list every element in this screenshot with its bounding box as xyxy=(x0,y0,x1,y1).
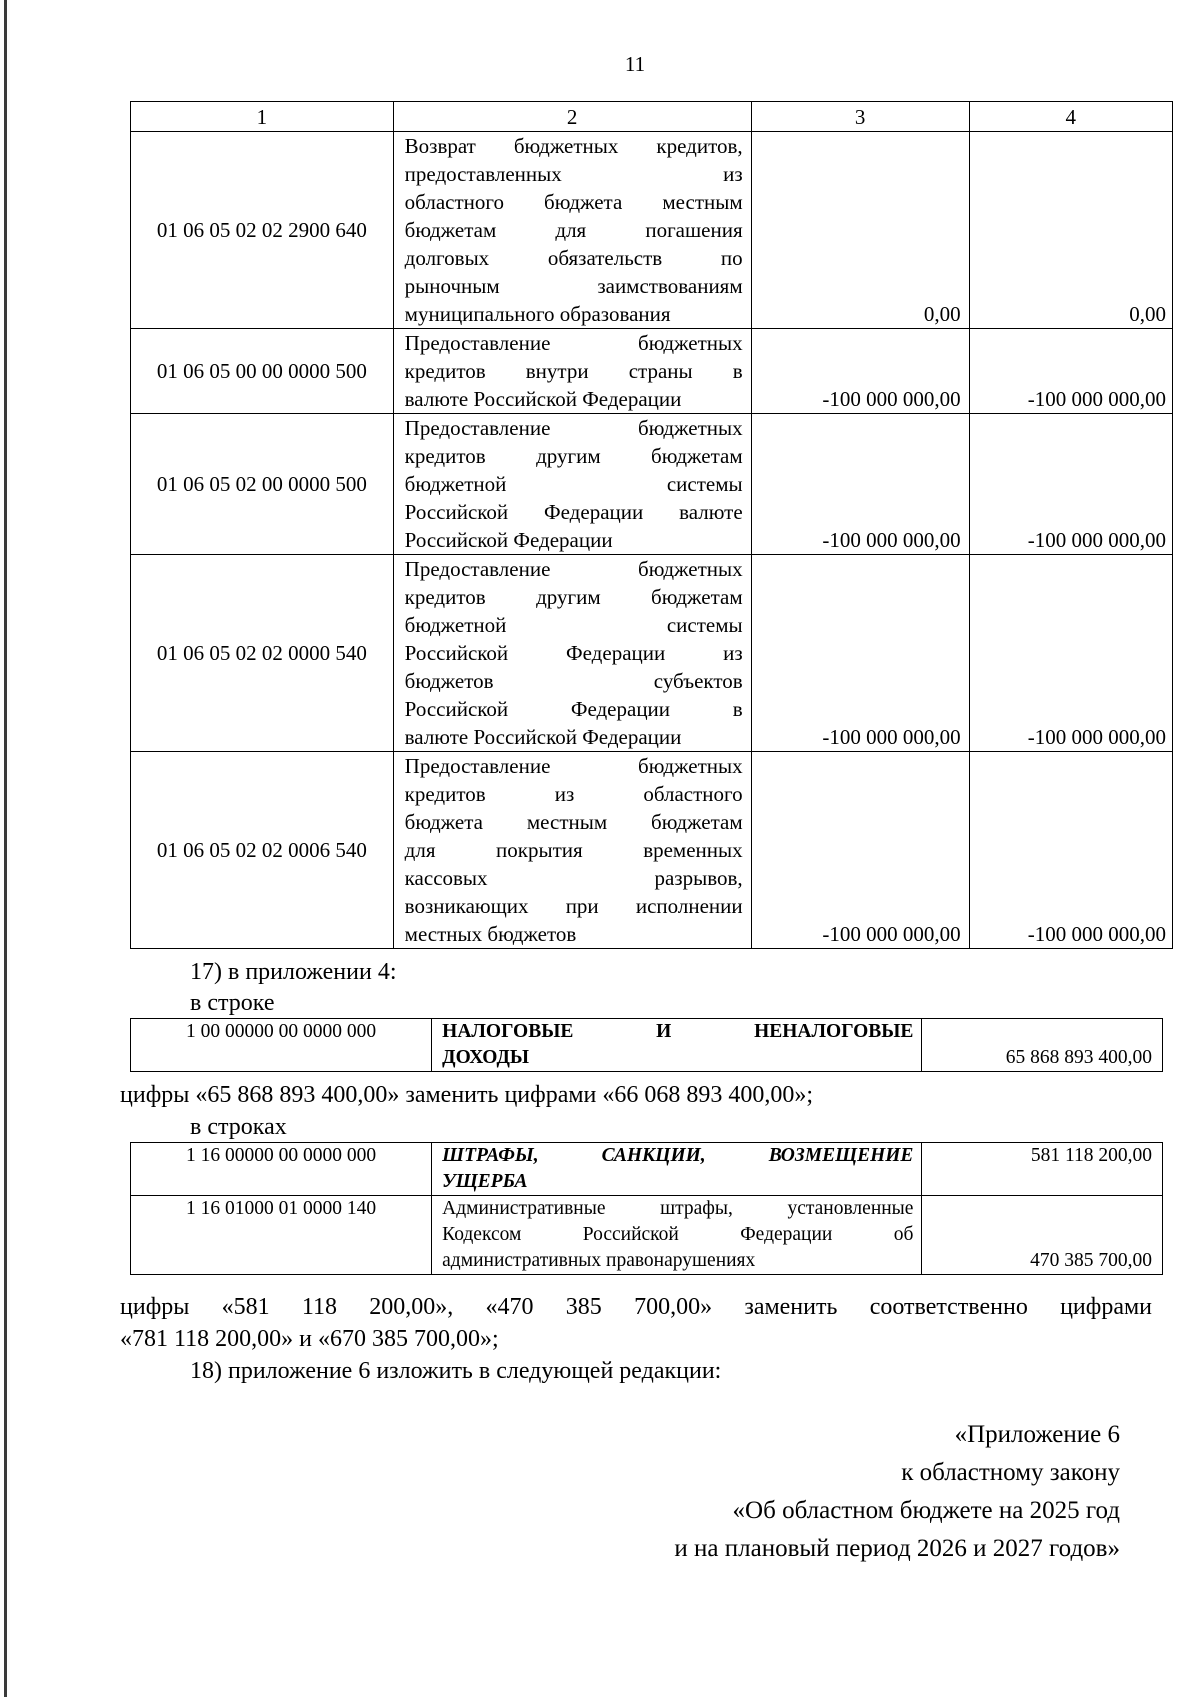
description-line: Российской Федерации валюте xyxy=(404,500,743,524)
row-value-col4: -100 000 000,00 xyxy=(969,752,1172,949)
description-line: бюджетам для погашения xyxy=(404,218,743,242)
in-row-label: в строке xyxy=(190,990,275,1016)
description-line: муниципального образования xyxy=(404,302,671,326)
row-value-col3: -100 000 000,00 xyxy=(751,329,969,414)
description-line: бюджетов субъектов xyxy=(404,669,743,693)
header-col-1: 1 xyxy=(131,102,394,132)
description-line: Предоставление бюджетных xyxy=(404,557,743,581)
description-line: ШТРАФЫ, САНКЦИИ, ВОЗМЕЩЕНИЕ xyxy=(442,1145,914,1166)
description-line: валюте Российской Федерации xyxy=(404,725,682,749)
fines-code: 1 16 00000 00 0000 000 xyxy=(131,1143,432,1196)
header-col-2: 2 xyxy=(393,102,751,132)
item-18-heading: 18) приложение 6 изложить в следующей редакции: xyxy=(190,1358,722,1384)
description-line: долговых обязательств по xyxy=(404,246,743,270)
appendix-line: и на плановый период 2026 и 2027 годов» xyxy=(674,1535,1120,1562)
row-description xyxy=(393,329,751,414)
description-line: НАЛОГОВЫЕ И НЕНАЛОГОВЫЕ xyxy=(442,1021,914,1042)
description-line: ДОХОДЫ xyxy=(442,1047,530,1068)
table-row xyxy=(131,1143,1163,1196)
description-line: бюджета местным бюджетам xyxy=(404,810,743,834)
description-line: Предоставление бюджетных xyxy=(404,331,743,355)
description-line: Российской Федерации xyxy=(404,528,613,552)
scan-edge-line xyxy=(4,0,7,1697)
replace-instruction-1: цифры «65 868 893 400,00» заменить цифрами «66 068 893 400,00»; xyxy=(120,1082,814,1108)
row-value-col4: 0,00 xyxy=(969,132,1172,329)
description-line: областного бюджета местным xyxy=(404,190,743,214)
row-value-col4: -100 000 000,00 xyxy=(969,414,1172,555)
fines-description xyxy=(432,1143,922,1196)
description-line: кредитов другим бюджетам xyxy=(404,444,743,468)
row-value-col4: -100 000 000,00 xyxy=(969,555,1172,752)
row-description xyxy=(393,752,751,949)
replace-instruction-2-line-1: цифры «581 118 200,00», «470 385 700,00» заменить соответственно цифрами xyxy=(120,1294,1152,1320)
row-code: 01 06 05 02 00 0000 500 xyxy=(131,414,394,555)
description-line: УЩЕРБА xyxy=(442,1171,528,1192)
row-value-col3: -100 000 000,00 xyxy=(751,414,969,555)
table-row xyxy=(131,1196,1163,1275)
header-col-4: 4 xyxy=(969,102,1172,132)
row-code: 01 06 05 02 02 0006 540 xyxy=(131,752,394,949)
fines-table xyxy=(130,1142,1163,1275)
row-description xyxy=(393,414,751,555)
replace-instruction-2-line-2: «781 118 200,00» и «670 385 700,00»; xyxy=(120,1326,499,1352)
row-value-col3: 0,00 xyxy=(751,132,969,329)
description-line: бюджетной системы xyxy=(404,613,743,637)
fines-description xyxy=(432,1196,922,1275)
description-line: Возврат бюджетных кредитов, xyxy=(404,134,743,158)
appendix-line: «Приложение 6 xyxy=(954,1421,1120,1448)
table-row xyxy=(131,132,1173,329)
in-rows-label: в строках xyxy=(190,1114,287,1140)
row-description xyxy=(393,555,751,752)
row-description xyxy=(393,132,751,329)
appendix-line: «Об областном бюджете на 2025 год xyxy=(732,1497,1120,1524)
description-line: кассовых разрывов, xyxy=(404,866,743,890)
description-line: бюджетной системы xyxy=(404,472,743,496)
description-line: предоставленных из xyxy=(404,162,743,186)
table-row xyxy=(131,414,1173,555)
description-line: Российской Федерации в xyxy=(404,697,743,721)
row-code: 01 06 05 02 02 2900 640 xyxy=(131,132,394,329)
description-line: валюте Российской Федерации xyxy=(404,387,682,411)
description-line: Российской Федерации из xyxy=(404,641,743,665)
description-line: Предоставление бюджетных xyxy=(404,754,743,778)
fines-value: 470 385 700,00 xyxy=(922,1196,1163,1275)
table-row xyxy=(131,329,1173,414)
description-line: административных правонарушениях xyxy=(442,1250,756,1271)
row-value-col4: -100 000 000,00 xyxy=(969,329,1172,414)
description-line: для покрытия временных xyxy=(404,838,743,862)
description-line: Административные штрафы, установленные xyxy=(442,1198,914,1219)
description-line: Предоставление бюджетных xyxy=(404,416,743,440)
item-17-heading: 17) в приложении 4: xyxy=(190,959,397,985)
table-row xyxy=(131,1019,1163,1072)
row-code: 01 06 05 02 02 0000 540 xyxy=(131,555,394,752)
income-table xyxy=(130,1018,1163,1072)
description-line: Кодексом Российской Федерации об xyxy=(442,1224,914,1245)
row-value-col3: -100 000 000,00 xyxy=(751,555,969,752)
description-line: кредитов другим бюджетам xyxy=(404,585,743,609)
fines-code: 1 16 01000 01 0000 140 xyxy=(131,1196,432,1275)
description-line: кредитов внутри страны в xyxy=(404,359,743,383)
table-header-row xyxy=(131,102,1173,132)
header-col-3: 3 xyxy=(751,102,969,132)
income-value: 65 868 893 400,00 xyxy=(922,1019,1163,1072)
page-number: 11 xyxy=(624,52,646,76)
description-line: возникающих при исполнении xyxy=(404,894,743,918)
fines-value: 581 118 200,00 xyxy=(922,1143,1163,1196)
appendix-line: к областному закону xyxy=(901,1459,1120,1486)
row-value-col3: -100 000 000,00 xyxy=(751,752,969,949)
row-code: 01 06 05 00 00 0000 500 xyxy=(131,329,394,414)
description-line: кредитов из областного xyxy=(404,782,743,806)
description-line: местных бюджетов xyxy=(404,922,577,946)
description-line: рыночным заимствованиям xyxy=(404,274,743,298)
income-code: 1 00 00000 00 0000 000 xyxy=(131,1019,432,1072)
appendix-heading xyxy=(674,1416,1120,1568)
income-description xyxy=(432,1019,922,1072)
table-row xyxy=(131,752,1173,949)
table-row xyxy=(131,555,1173,752)
sources-table xyxy=(130,101,1173,949)
